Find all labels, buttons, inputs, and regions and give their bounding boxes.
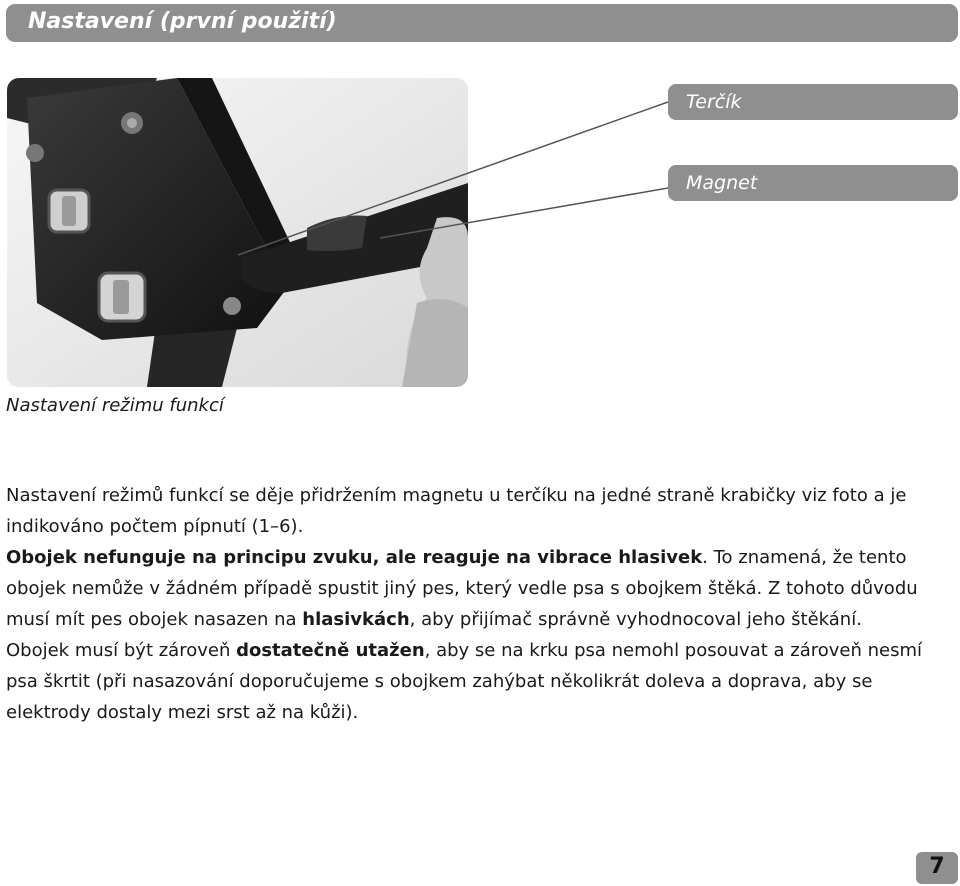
bold-term: dostatečně utažen — [236, 640, 425, 661]
collar-magnet-photo — [7, 78, 468, 387]
paragraph-text: . To znamená, že tento obojek nemůže v žádném případě spustit jiný pes, který vedle psa s obojkem štěká. Z tohoto důvodu musí mít pes obojek nasazen na — [6, 547, 918, 630]
callout-tercik — [668, 84, 958, 120]
paragraph-intro: Nastavení režimů funkcí se děje přidržením magnetu u terčíku na jedné straně krabičky viz foto a je indikováno počtem pípnutí (1–6). — [6, 485, 907, 537]
section-header-bar — [6, 4, 958, 42]
callout-label: Magnet — [686, 172, 758, 194]
body-text — [6, 480, 956, 728]
callout-label: Terčík — [686, 91, 742, 113]
bold-statement: Obojek nefunguje na principu zvuku, ale reaguje na vibrace hlasivek — [6, 547, 703, 568]
page-number: 7 — [929, 854, 945, 879]
paragraph-text: , aby se na krku psa nemohl posouvat a zároveň nesmí psa škrtit (při nasazování doporučujeme s obojkem zahýbat několikrát doleva a doprava, aby se elektrody dostaly mezi srst až na kůži). — [6, 640, 923, 723]
paragraph-fit — [6, 635, 956, 728]
figure-caption: Nastavení režimu funkcí — [6, 395, 224, 416]
paragraph-vibration — [6, 542, 956, 635]
section-title: Nastavení (první použití) — [28, 9, 337, 34]
collar-illustration — [7, 78, 468, 387]
page-number-badge — [916, 852, 958, 884]
callout-magnet — [668, 165, 958, 201]
paragraph-text: , aby přijímač správně vyhodnocoval jeho štěkání. — [409, 609, 862, 630]
paragraph-text: Obojek musí být zároveň — [6, 640, 237, 661]
bold-term: hlasivkách — [302, 609, 410, 630]
